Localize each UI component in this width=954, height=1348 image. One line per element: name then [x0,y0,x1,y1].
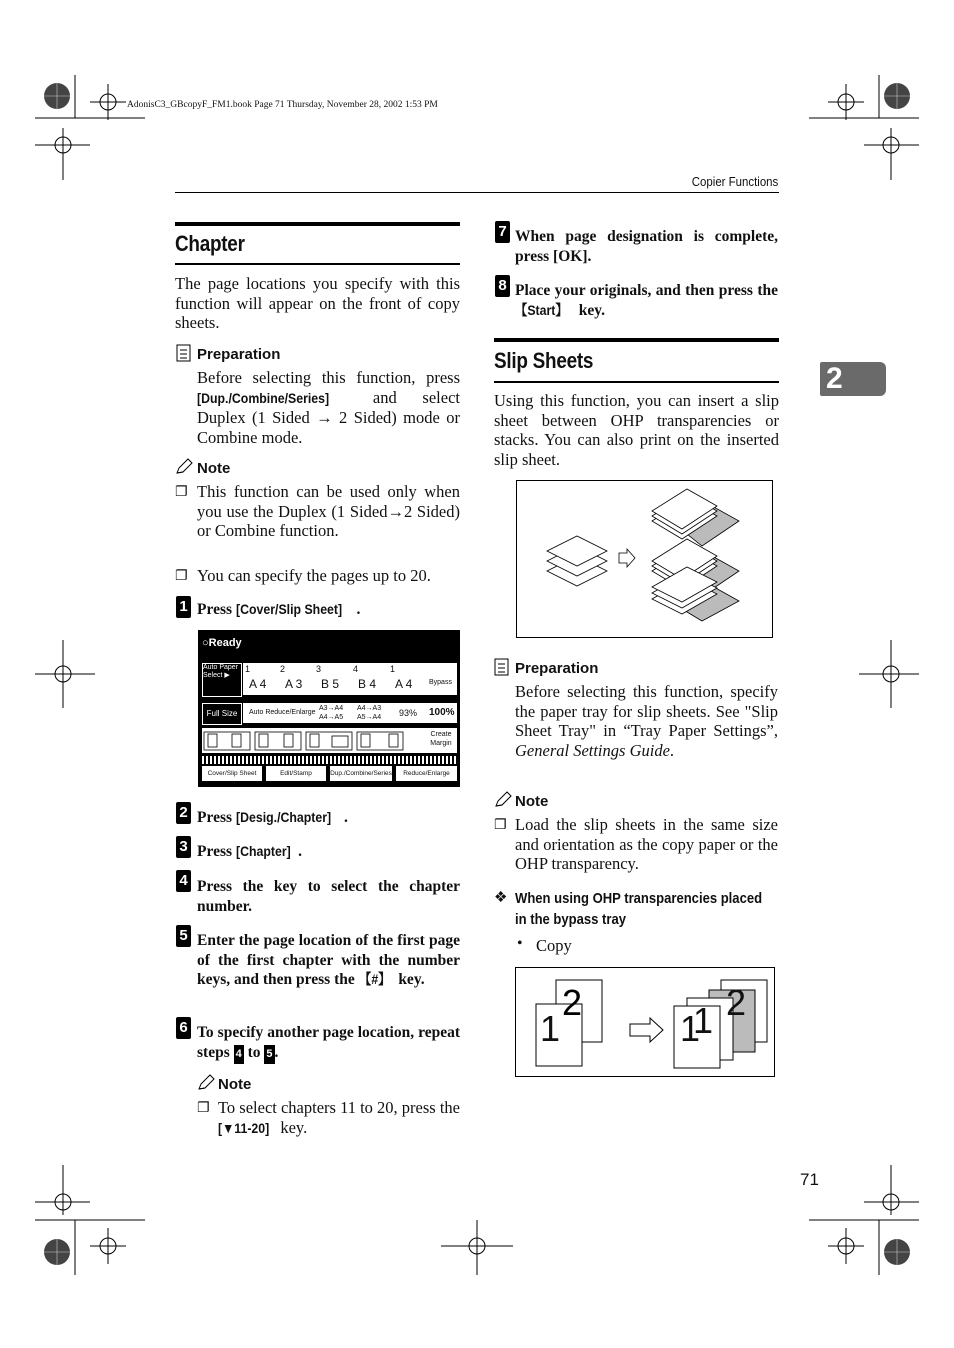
tray-size[interactable]: A 4 [395,677,413,691]
note-label: Note [197,460,231,477]
section-underline [175,263,460,265]
page-label: 1 [693,1000,714,1041]
tray-size[interactable]: A 4 [249,677,267,691]
ratio-button[interactable]: A4→A3 A5→A4 [357,705,382,721]
step-number-7: 7 [495,221,510,243]
step-2: Press [Desig./Chapter] . [197,809,348,826]
step-3: Press [Chapter] . [197,843,302,860]
step-number-3: 3 [176,836,191,858]
preparation-text: Before selecting this function, press [Dup./Combine/Series] and select Duplex (1 Sided → 2 Sided) mode or Combine mode. [197,368,460,447]
checkbox-bullet-icon: ❐ [494,817,507,833]
tab-reduce-enlarge[interactable]: Reduce/Enlarge [396,766,457,781]
note-item: This function can be used only when you use the Duplex (1 Sided→2 Sided) or Combine function. [197,482,460,541]
step-number-8: 8 [495,275,510,297]
ohp-figure [515,967,775,1077]
panel-status: ○Ready [202,637,242,649]
tab-dup-combine-series[interactable]: Dup./Combine/Series [330,766,392,781]
page-label: 2 [726,982,747,1023]
checkbox-bullet-icon: ❐ [175,568,188,584]
chapter-tab: 2 [820,362,886,396]
checkbox-bullet-icon: ❐ [175,484,188,500]
tray-size[interactable]: B 5 [321,677,340,691]
preparation-icon [176,343,192,362]
step-7: When page designation is complete, press [OK]. [515,228,778,265]
step-number-4: 4 [176,870,191,892]
note-label: Note [515,793,549,810]
panel-tabs [202,766,457,783]
step-number-5: 5 [176,925,191,947]
note-pencil-icon [494,791,512,809]
step-number-2: 2 [176,802,191,824]
ohp-subheading: When using OHP transparencies placed in the bypass tray [515,890,763,928]
zoom-readout: 100% [429,707,455,718]
note-item: To select chapters 11 to 20, press the [▼11-20] key. [218,1098,460,1137]
auto-reduce-button[interactable]: Auto Reduce/Enlarge [249,709,316,716]
function-icons [202,728,422,753]
step-5: Enter the page location of the first page of the first chapter with the number keys, and then press the 【#】 key. [197,932,460,989]
page-label: 2 [562,982,583,1023]
section-title-chapter: Chapter [175,231,245,256]
bullet-dot: • [517,935,523,952]
step-6: To specify another page location, repeat steps 4 to 5 . [197,1023,460,1064]
note-pencil-icon [197,1074,215,1092]
section-rule [494,338,779,342]
section-underline [494,381,779,383]
bullet-copy: Copy [536,936,572,955]
tab-edit-stamp[interactable]: Edit/Stamp [266,766,326,781]
slip-sheet-figure [516,480,773,638]
tray-size[interactable]: B 4 [358,677,377,691]
step-4: Press the key to select the chapter number. [197,878,460,915]
panel-full-size-button[interactable]: Full Size [202,703,242,725]
step-8: Place your originals, and then press the 【Start】 key. [515,282,778,319]
checkbox-bullet-icon: ❐ [197,1100,210,1116]
tab-cover-slip-sheet[interactable]: Cover/Slip Sheet [202,766,262,781]
running-header: Copier Functions [691,174,778,189]
step-ref-4: 4 [234,1045,244,1065]
header-rule [175,192,779,193]
panel-ratio-row [243,703,457,723]
slip-sheet-illustration [517,481,772,637]
file-info: AdonisC3_GBcopyF_FM1.book Page 71 Thursday, November 28, 2002 1:53 PM [127,100,438,110]
step-number-6: 6 [176,1017,191,1039]
page-number: 71 [800,1170,819,1189]
note-label: Note [218,1076,252,1093]
step-1: Press [Cover/Slip Sheet] . [197,601,361,618]
section-title-slip-sheets: Slip Sheets [494,348,594,373]
ratio-button[interactable]: 93% [399,708,418,718]
copier-panel-screenshot [198,630,460,787]
panel-tray-row: 1 2 3 4 1 A 4 A 3 B 5 B 4 A 4 Bypass [243,663,457,695]
panel-icons-row [202,728,457,753]
note-item: You can specify the pages up to 20. [197,566,431,585]
step-number-1: 1 [176,596,191,618]
note-pencil-icon [175,458,193,476]
create-margin-button[interactable]: Create Margin [430,731,452,747]
tray-size[interactable]: A 3 [285,677,303,691]
preparation-text: Before selecting this function, specify the paper tray for slip sheets. See "Slip Sheet Tray" in “Tray Paper Settings”, General Settings Guide. [515,682,778,760]
page-label: 1 [680,1008,701,1049]
panel-auto-paper-button[interactable]: Auto Paper Select ▶ [202,663,242,697]
section-rule [175,222,460,226]
preparation-label: Preparation [197,346,281,363]
slip-sheets-intro: Using this function, you can insert a slip sheet between OHP transparencies or stacks. You can also print on the inserted slip sheet. [494,391,779,469]
bypass-button[interactable]: Bypass [429,679,452,686]
ratio-button[interactable]: A3→A4 A4→A5 [319,705,344,721]
page-label: 1 [540,1008,561,1049]
preparation-icon [494,657,510,676]
step-ref-5: 5 [264,1045,274,1065]
chapter-intro: The page locations you specify with this function will appear on the front of copy sheets. [175,274,460,333]
diamond-bullet-icon: ❖ [494,890,508,906]
preparation-label: Preparation [515,660,599,677]
note-item: Load the slip sheets in the same size and orientation as the copy paper or the OHP transparency. [515,815,778,874]
